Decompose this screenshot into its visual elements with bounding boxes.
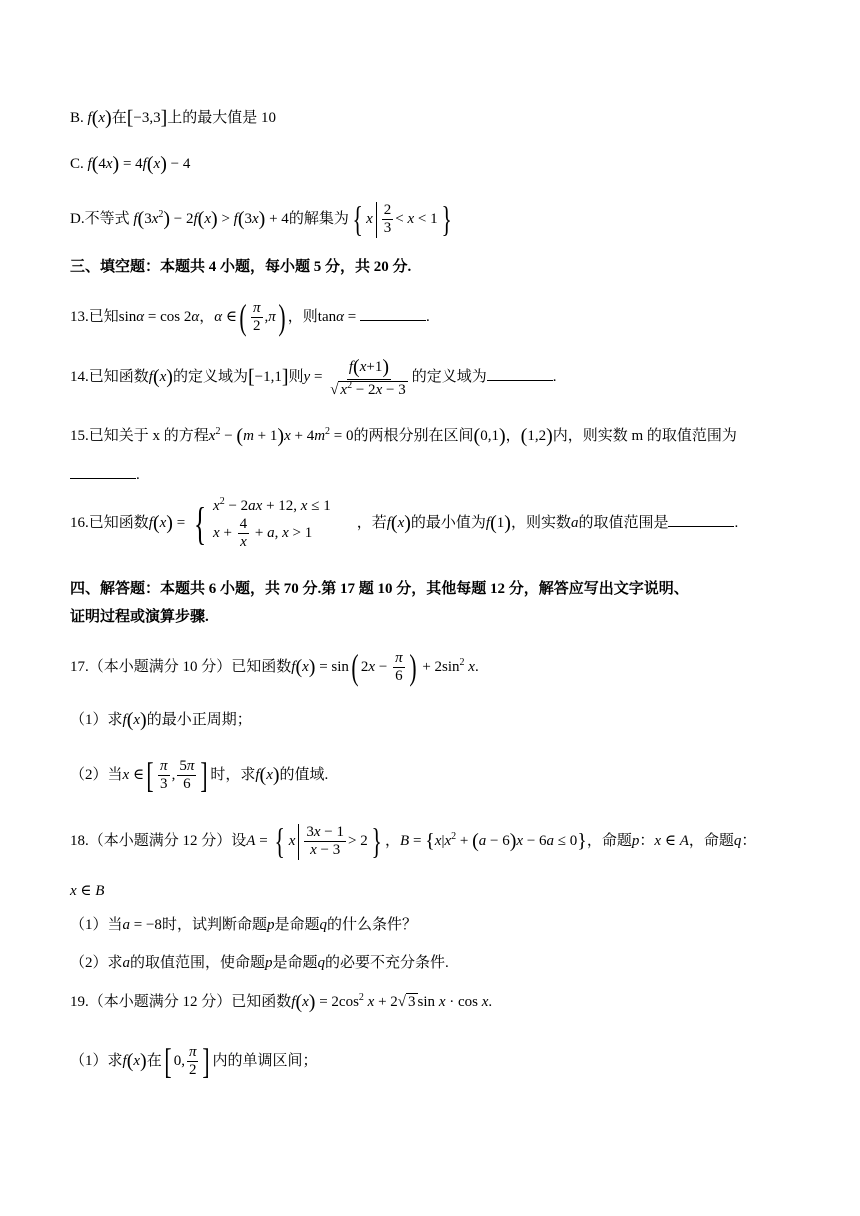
option-b: B. f(x)在[−3,3]上的最大值是 10	[70, 107, 277, 129]
answer-blank-15[interactable]	[70, 466, 136, 479]
section-3-heading: 三、填空题：本题共 4 小题，每小题 5 分，共 20 分.	[70, 259, 412, 275]
question-18-part-1: （1）当a = −8时，试判断命题p是命题q的什么条件？	[70, 917, 417, 933]
question-16: 16.已知函数f(x) = { $x^2 - 2ax + 12$, x ≤ 1 x + $\frac{4}{x}$ + a, x > 1 ，若f(x)的最小值为f(1)，则实数a的取值范围是 .	[70, 496, 739, 550]
section-4-heading-line-2: 证明过程或演算步骤.	[70, 609, 209, 625]
question-14: 14.已知函数f(x)的定义域为[−1,1]则y = $\frac{f(x+1)}{√ x^2 - 2x - 3}$ 的定义域为 .	[70, 356, 557, 398]
question-17-part-2: （2）当x ∈[ $\frac{\pi}{3}$ , $\frac{5\pi}{6}$ ] 时，求f(x)的值域.	[70, 755, 329, 795]
question-17-part-1: （1）求f(x)的最小正周期；	[70, 709, 252, 731]
question-18-part-2: （2）求a的取值范围，使命题p是命题q的必要不充分条件.	[70, 955, 449, 971]
question-19-part-1: （1）求f(x)在[ 0, $\frac{\pi}{2}$ ] 内的单调区间；	[70, 1041, 318, 1081]
question-17: 17.（本小题满分 10 分）已知函数f(x) = sin( 2x − $\frac{\pi}{6}$ ) + $2\sin^2$ x.	[70, 647, 479, 687]
section-4-heading-line-1: 四、解答题：本题共 6 小题，共 70 分.第 17 题 10 分，其他每题 12 分，解答应写出文字说明、	[70, 581, 689, 597]
answer-blank-14[interactable]	[487, 368, 553, 381]
question-19: 19.（本小题满分 12 分）已知函数$f(x) = 2\cos^2$ x + 2√ 3 sin x · cos x.	[70, 991, 493, 1013]
question-18: 18.（本小题满分 12 分）设A = { x $\frac{3x - 1}{x - 3}$ > 2} ，$B = \{x|x^2 + (a - 6)x - 6a \le 0\}$，命题p：x ∈ A，命题q：	[70, 821, 757, 861]
question-15: 15.已知关于 x 的方程$x^2 - (m + 1)x + 4m^2 = 0$的两根分别在区间(0,1)，(1,2)内，则实数 m 的取值范围为	[70, 425, 737, 447]
question-18-line-2: x ∈ B	[70, 883, 105, 899]
option-c: C. f(4x) = 4f(x) − 4	[70, 153, 191, 175]
answer-blank-16[interactable]	[668, 514, 734, 527]
option-d: D.不等式 $f(3x^2) - 2f(x) > f(3x) + 4$的解集为{ x $\frac{2}{3}$ < x < 1}	[70, 199, 452, 239]
question-13: 13.已知sinα = cos 2α，α ∈( $\frac{\pi}{2}$ ,π) ，则tanα = .	[70, 297, 430, 337]
answer-blank-13[interactable]	[360, 308, 426, 321]
question-15-blank-line: .	[70, 466, 140, 484]
